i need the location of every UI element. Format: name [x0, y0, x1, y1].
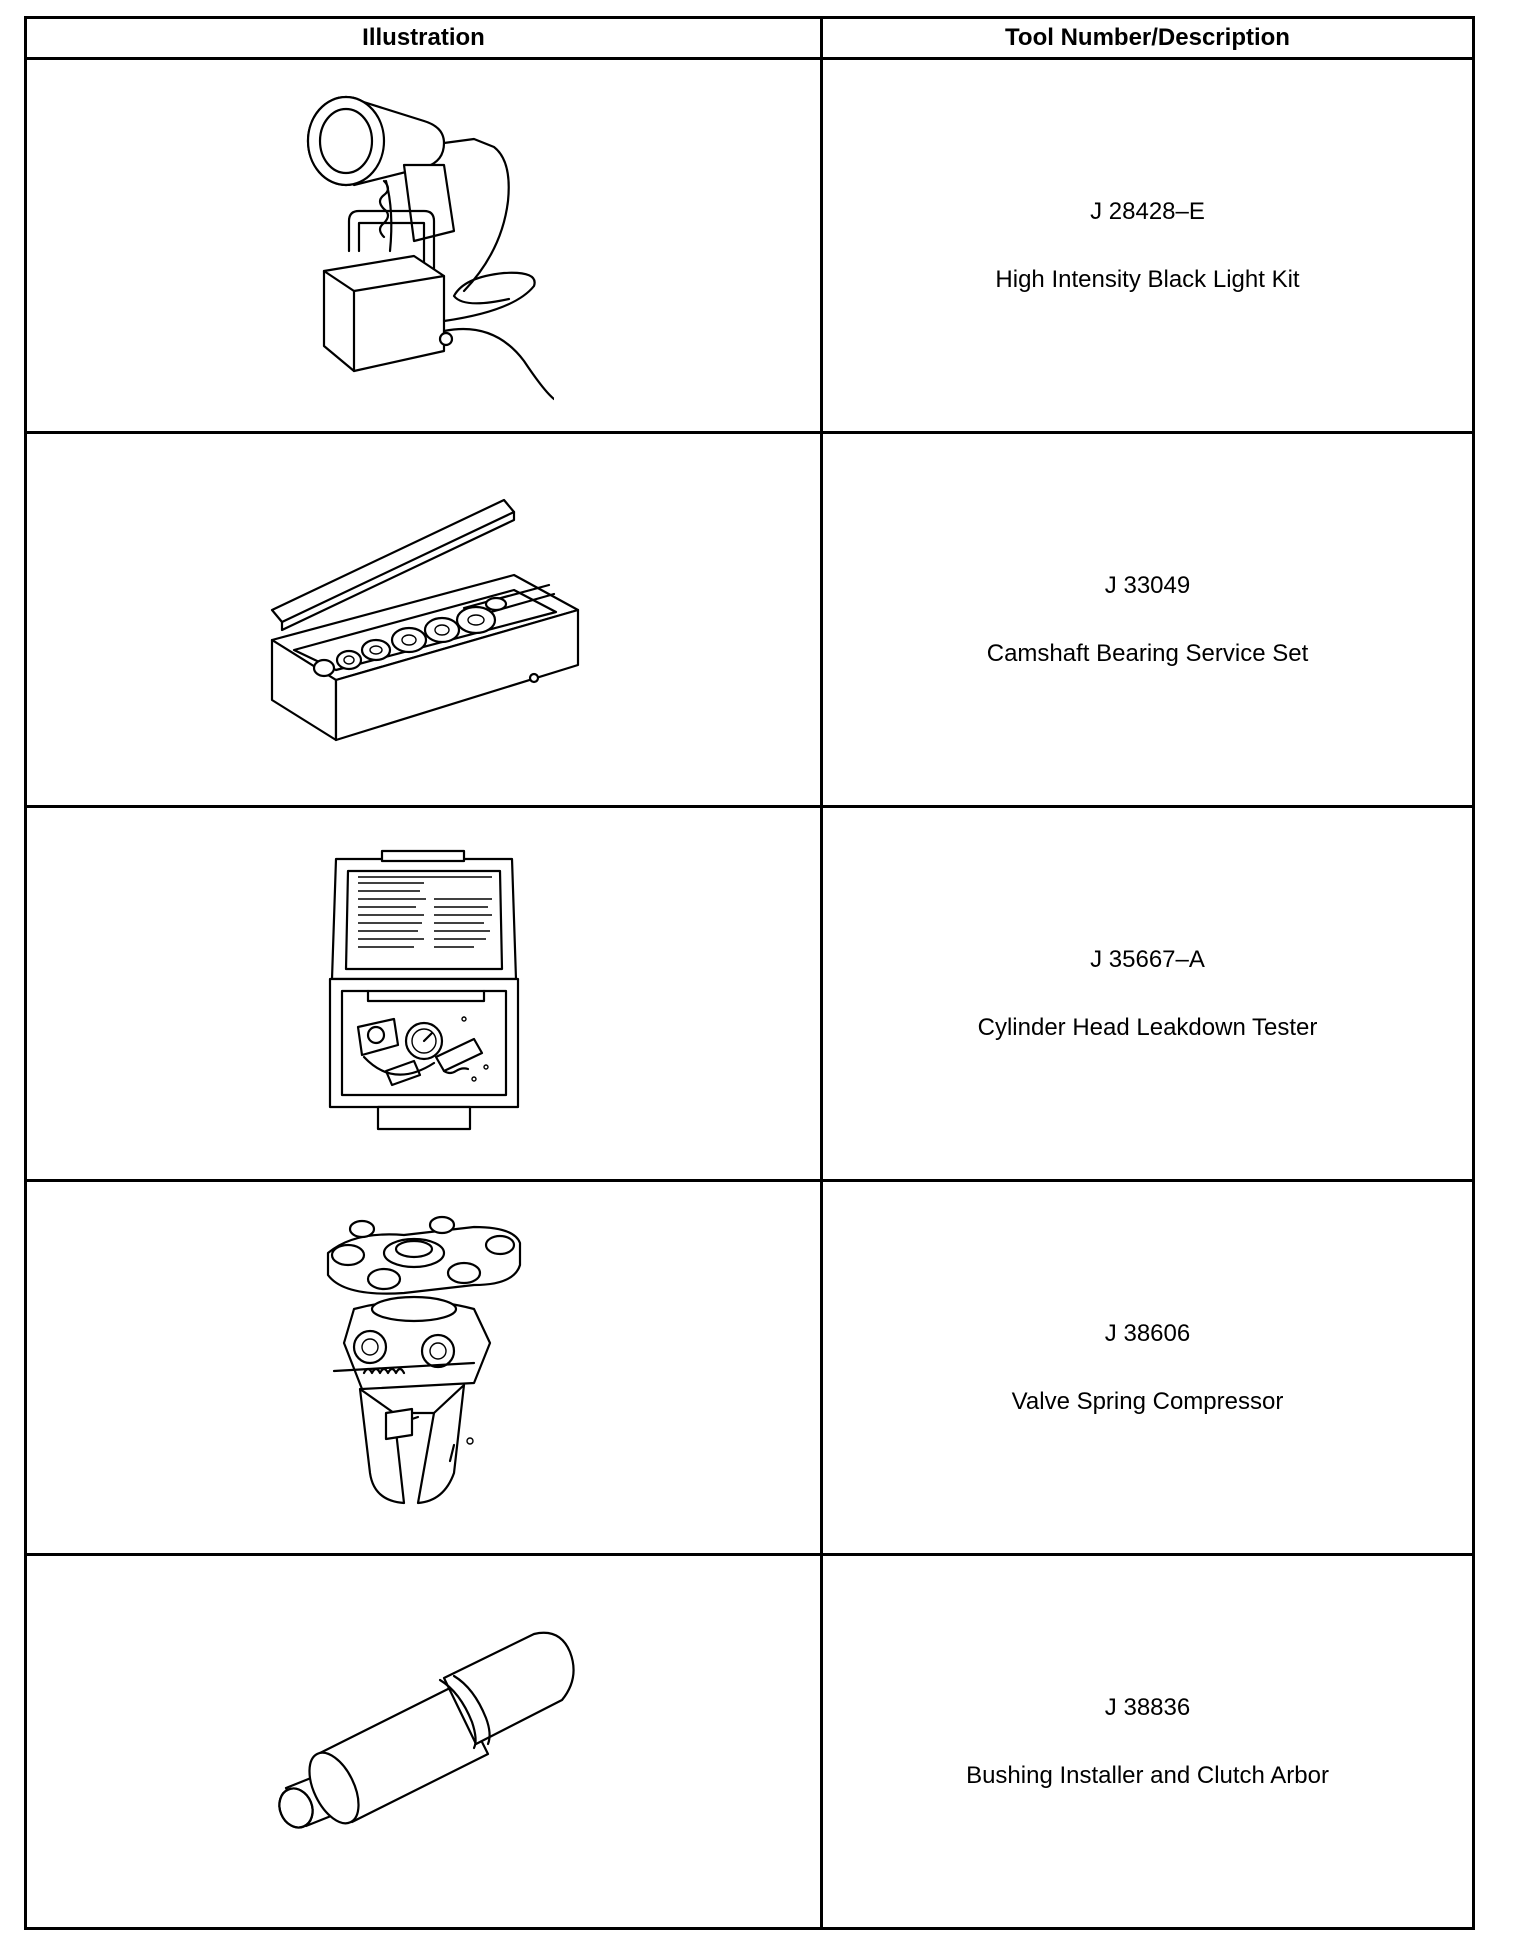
tool-number: J 35667–A	[1090, 945, 1205, 973]
description-cell	[822, 433, 1474, 807]
description-cell	[822, 59, 1474, 433]
leakdown-tester-icon	[324, 849, 524, 1139]
tool-number: J 38606	[1104, 1319, 1191, 1347]
tool-number: J 33049	[1104, 571, 1191, 599]
illustration-column-header: Illustration	[26, 18, 822, 59]
bushing-installer-icon	[264, 1622, 584, 1862]
illustration-cell	[26, 807, 822, 1181]
tool-description: Camshaft Bearing Service Set	[986, 639, 1309, 667]
camshaft-bearing-set-icon	[264, 490, 584, 750]
tool-description: Bushing Installer and Clutch Arbor	[966, 1761, 1329, 1789]
table-row	[26, 1555, 1474, 1929]
tool-description: Valve Spring Compressor	[1011, 1387, 1284, 1415]
table-row	[26, 807, 1474, 1181]
valve-spring-compressor-icon	[314, 1213, 534, 1523]
illustration-cell	[26, 1181, 822, 1555]
tool-number: J 28428–E	[1090, 197, 1205, 225]
description-column-header: Tool Number/Description	[822, 18, 1474, 59]
table-row	[26, 59, 1474, 433]
table-row	[26, 1181, 1474, 1555]
illustration-cell	[26, 59, 822, 433]
tool-description: High Intensity Black Light Kit	[995, 265, 1300, 293]
tool-number: J 38836	[1104, 1693, 1191, 1721]
description-cell	[822, 1555, 1474, 1929]
table-header-row	[26, 18, 1474, 59]
special-tools-table	[24, 16, 1475, 1930]
black-light-kit-icon	[294, 81, 554, 411]
description-cell	[822, 1181, 1474, 1555]
illustration-cell	[26, 1555, 822, 1929]
description-cell	[822, 807, 1474, 1181]
illustration-cell	[26, 433, 822, 807]
tool-description: Cylinder Head Leakdown Tester	[977, 1013, 1318, 1041]
table-row	[26, 433, 1474, 807]
